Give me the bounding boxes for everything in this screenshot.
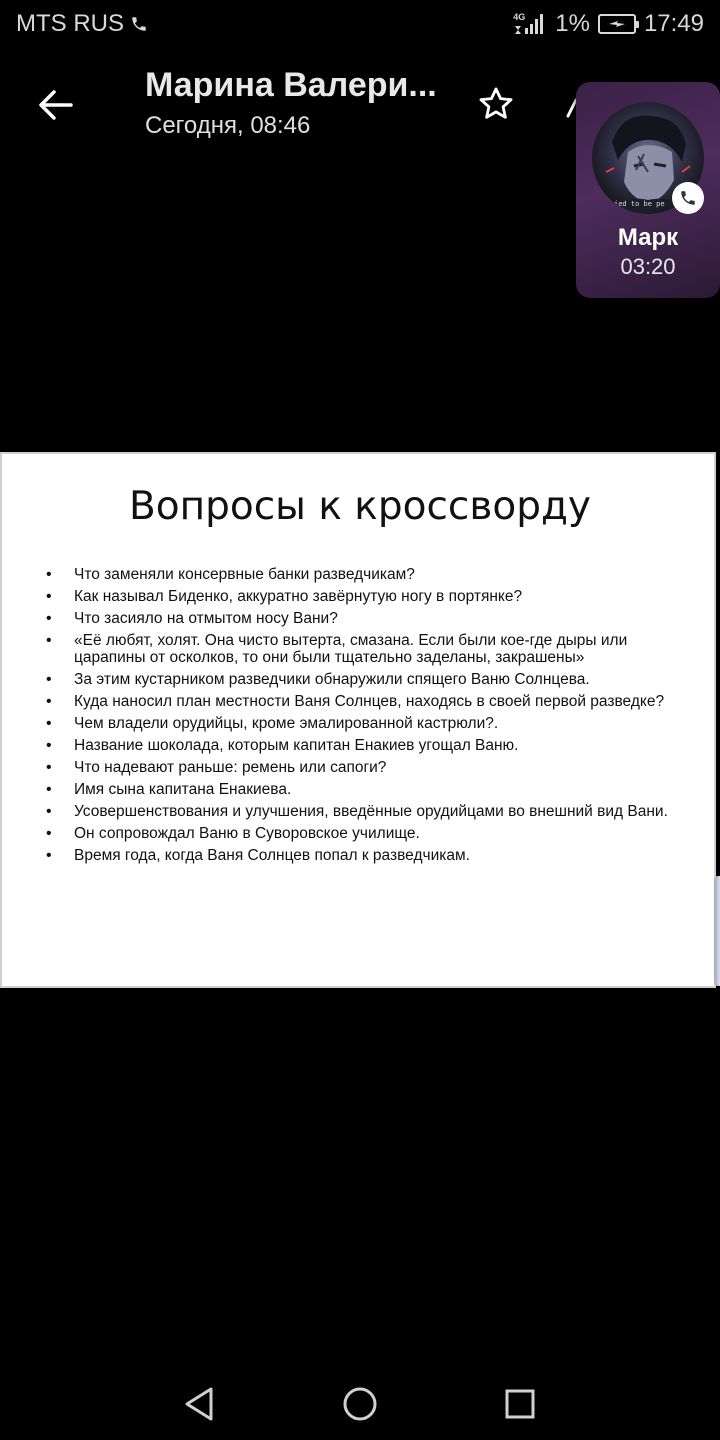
- list-item: • Как называл Биденко, аккуратно завёрнутую ногу в портянке?: [46, 588, 676, 605]
- list-item: • За этим кустарником разведчики обнаружили спящего Ваню Солнцева.: [46, 671, 676, 688]
- question-list: [46, 566, 676, 869]
- nav-home-button[interactable]: [336, 1380, 384, 1428]
- phone-icon: [672, 182, 704, 214]
- list-item: • «Её любят, холят. Она чисто вытерта, смазана. Если были кое-где дыры или царапины от осколков, то они были тщательно заделаны, закрашены»: [46, 632, 676, 666]
- list-item: • Что заменяли консервные банки разведчикам?: [46, 566, 676, 583]
- triangle-back-icon: [183, 1386, 217, 1422]
- signal-icon: [513, 12, 547, 36]
- clock: 17:49: [643, 10, 704, 37]
- list-item: • Усовершенствования и улучшения, введённые орудийцами во внешний вид Вани.: [46, 803, 676, 820]
- status-bar: [0, 0, 720, 48]
- square-recent-icon: [504, 1388, 536, 1420]
- carrier-name: MTS RUS: [16, 10, 124, 37]
- list-item: • Куда наносил план местности Ваня Солнцев, находясь в своей первой разведке?: [46, 693, 676, 710]
- list-item: • Он сопровождал Ваню в Суворовское училище.: [46, 825, 676, 842]
- active-call-overlay[interactable]: [576, 82, 720, 298]
- attached-slide-image[interactable]: [0, 452, 716, 988]
- message-date: Сегодня, 08:46: [145, 112, 311, 139]
- next-image-edge[interactable]: [714, 876, 720, 986]
- slide-title: Вопросы к кроссворду: [128, 484, 592, 529]
- nav-recent-button[interactable]: [496, 1380, 544, 1428]
- contact-name: Марина Валери...: [145, 66, 437, 104]
- avatar-caption: ied to be pe: [614, 200, 665, 208]
- favorite-button[interactable]: [472, 80, 520, 128]
- network-type: 4G: [513, 12, 526, 22]
- star-icon: [477, 85, 515, 123]
- nav-back-button[interactable]: [176, 1380, 224, 1428]
- list-item: • Чем владели орудийцы, кроме эмалированной кастрюли?.: [46, 715, 676, 732]
- navigation-bar: [0, 1360, 720, 1440]
- call-active-icon: [130, 15, 148, 33]
- list-item: • Что засияло на отмытом носу Вани?: [46, 610, 676, 627]
- arrow-left-icon: [37, 89, 73, 121]
- back-button[interactable]: [30, 80, 80, 130]
- list-item: • Время года, когда Ваня Солнцев попал к разведчикам.: [46, 847, 676, 864]
- list-item: • Имя сына капитана Енакиева.: [46, 781, 676, 798]
- battery-percent: 1%: [555, 10, 590, 37]
- caller-name: Марк: [617, 224, 679, 251]
- carrier-info: [16, 10, 148, 38]
- list-item: • Что надевают раньше: ремень или сапоги?: [46, 759, 676, 776]
- battery-charging-icon: [598, 14, 636, 34]
- call-duration: 03:20: [620, 254, 676, 279]
- status-indicators: [513, 10, 704, 38]
- list-item: • Название шоколада, которым капитан Енакиев угощал Ваню.: [46, 737, 676, 754]
- circle-home-icon: [342, 1386, 378, 1422]
